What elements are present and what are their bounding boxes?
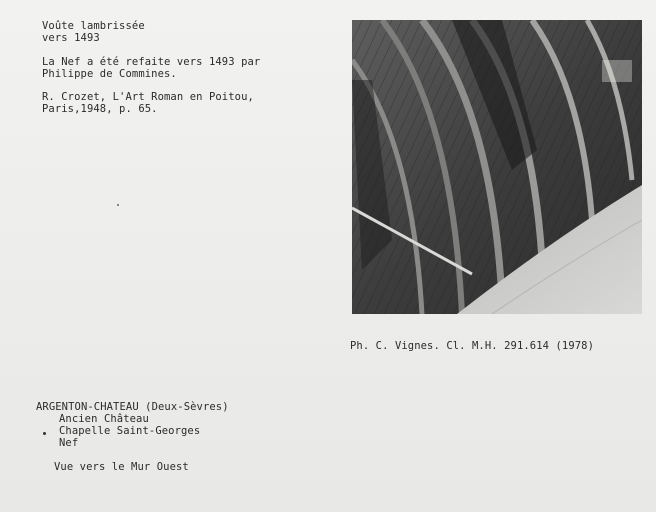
location-block: [36, 401, 229, 449]
location-building: Chapelle Saint-Georges: [59, 425, 201, 437]
paper-speck: [117, 204, 119, 206]
photo-credit: Ph. C. Vignes. Cl. M.H. 291.614 (1978): [350, 340, 595, 352]
location-town: ARGENTON-CHATEAU (Deux-Sèvres): [36, 401, 229, 413]
note-line-1: La Nef a été refaite vers 1493 par: [42, 56, 261, 68]
note-line-2: Philippe de Commines.: [42, 68, 177, 80]
date-line: vers 1493: [42, 32, 100, 44]
title-block: [42, 20, 145, 44]
location-site: Ancien Château: [59, 413, 149, 425]
title-line: Voûte lambrissée: [42, 20, 145, 32]
vault-photo-drawing: [352, 20, 642, 314]
reference-line-1: R. Crozet, L'Art Roman en Poitou,: [42, 91, 254, 103]
bibliographic-reference: [42, 91, 254, 115]
photograph-wooden-vault: [352, 20, 642, 314]
view-description: Vue vers le Mur Ouest: [54, 461, 189, 473]
location-part: Nef: [59, 437, 79, 449]
historical-note: [42, 56, 260, 80]
reference-line-2: Paris,1948, p. 65.: [42, 103, 158, 115]
bullet-marker: [43, 432, 46, 435]
